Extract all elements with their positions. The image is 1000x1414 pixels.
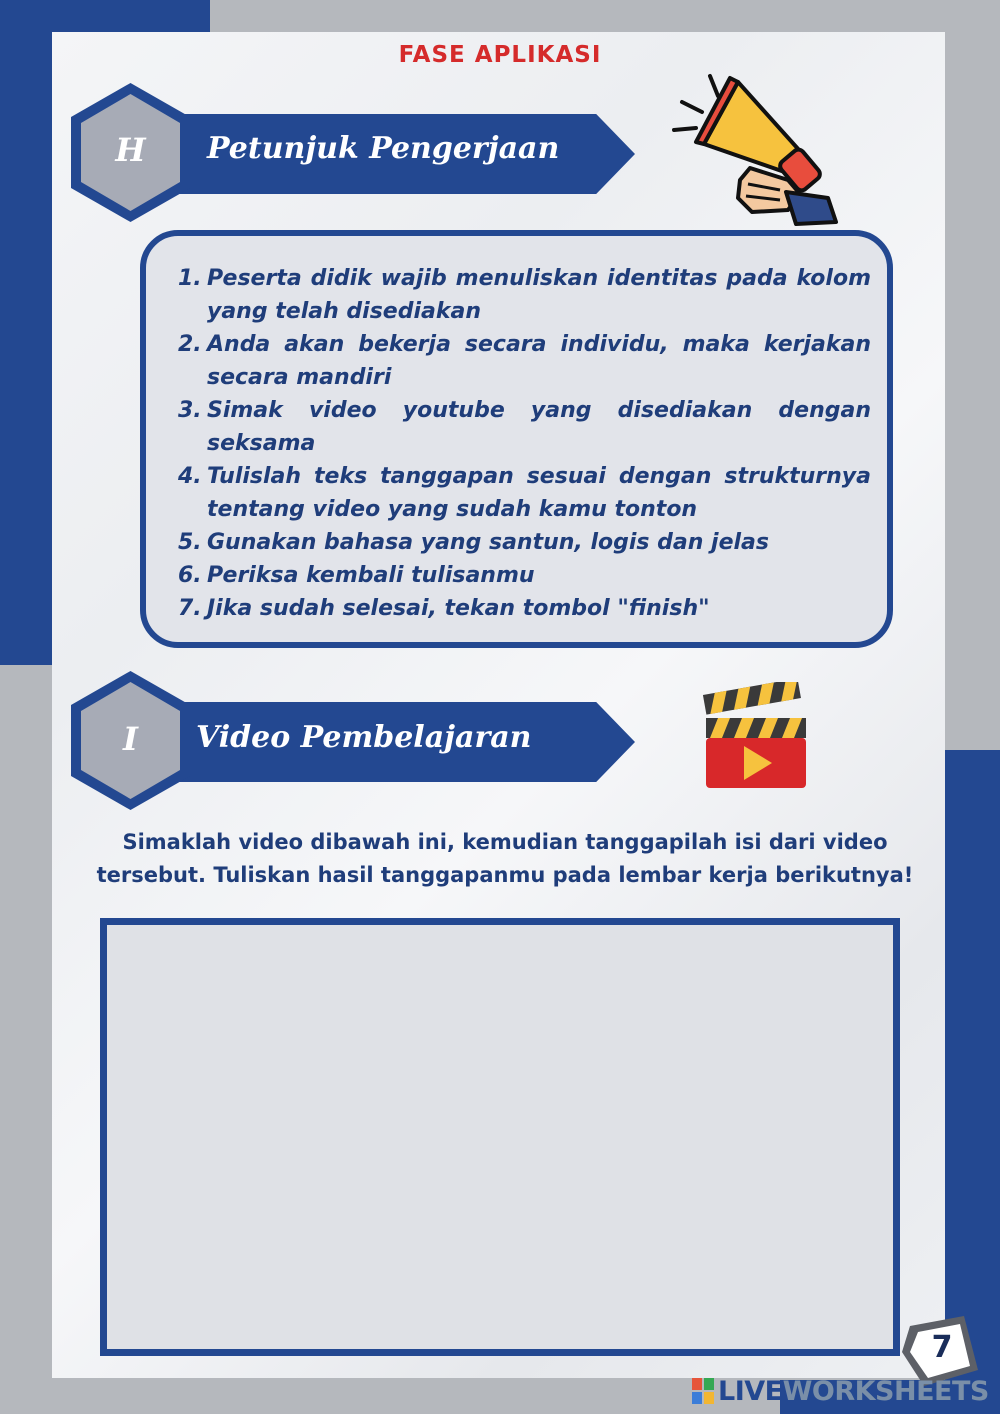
video-intro-text: Simaklah video dibawah ini, kemudian tanggapilah isi dari video tersebut. Tuliskan hasil tanggapanmu pada lembar kerja berikutnya! — [96, 830, 914, 887]
instruction-item: 3. Simak video youtube yang disediakan dengan seksama — [178, 398, 871, 456]
instruction-item: 7. Jika sudah selesai, tekan tombol "finish" — [178, 596, 710, 621]
section-h-letter: H — [115, 131, 146, 169]
logo-square-i — [704, 1378, 714, 1390]
page-number: 7 — [931, 1330, 953, 1365]
video-player-frame[interactable] — [100, 918, 900, 1356]
section-i-title: Video Pembelajaran — [196, 720, 532, 755]
megaphone-icon — [668, 72, 848, 237]
logo-text-worksheets: WORKSHEETS — [782, 1375, 989, 1407]
instruction-item: 2. Anda akan bekerja secara individu, maka kerjakan secara mandiri — [178, 332, 871, 390]
liveworksheets-logo[interactable] — [692, 1376, 989, 1406]
instruction-item: 1. Peserta didik wajib menuliskan identitas pada kolom yang telah disediakan — [178, 266, 871, 324]
logo-square-e — [704, 1392, 714, 1404]
logo-square-l — [692, 1378, 702, 1390]
instructions-list — [178, 262, 871, 625]
logo-squares — [692, 1378, 714, 1404]
instruction-item: 4. Tulislah teks tanggapan sesuai dengan strukturnya tentang video yang sudah kamu tonton — [178, 464, 871, 522]
clapperboard-play-icon — [700, 682, 812, 794]
phase-title: FASE APLIKASI — [398, 42, 602, 68]
instruction-item: 6. Periksa kembali tulisanmu — [178, 563, 535, 588]
section-i-letter: I — [123, 720, 138, 758]
logo-square-v — [692, 1392, 702, 1404]
section-h-title: Petunjuk Pengerjaan — [207, 131, 560, 166]
logo-text-live: LIVE — [718, 1375, 783, 1407]
instruction-item: 5. Gunakan bahasa yang santun, logis dan jelas — [178, 530, 769, 555]
